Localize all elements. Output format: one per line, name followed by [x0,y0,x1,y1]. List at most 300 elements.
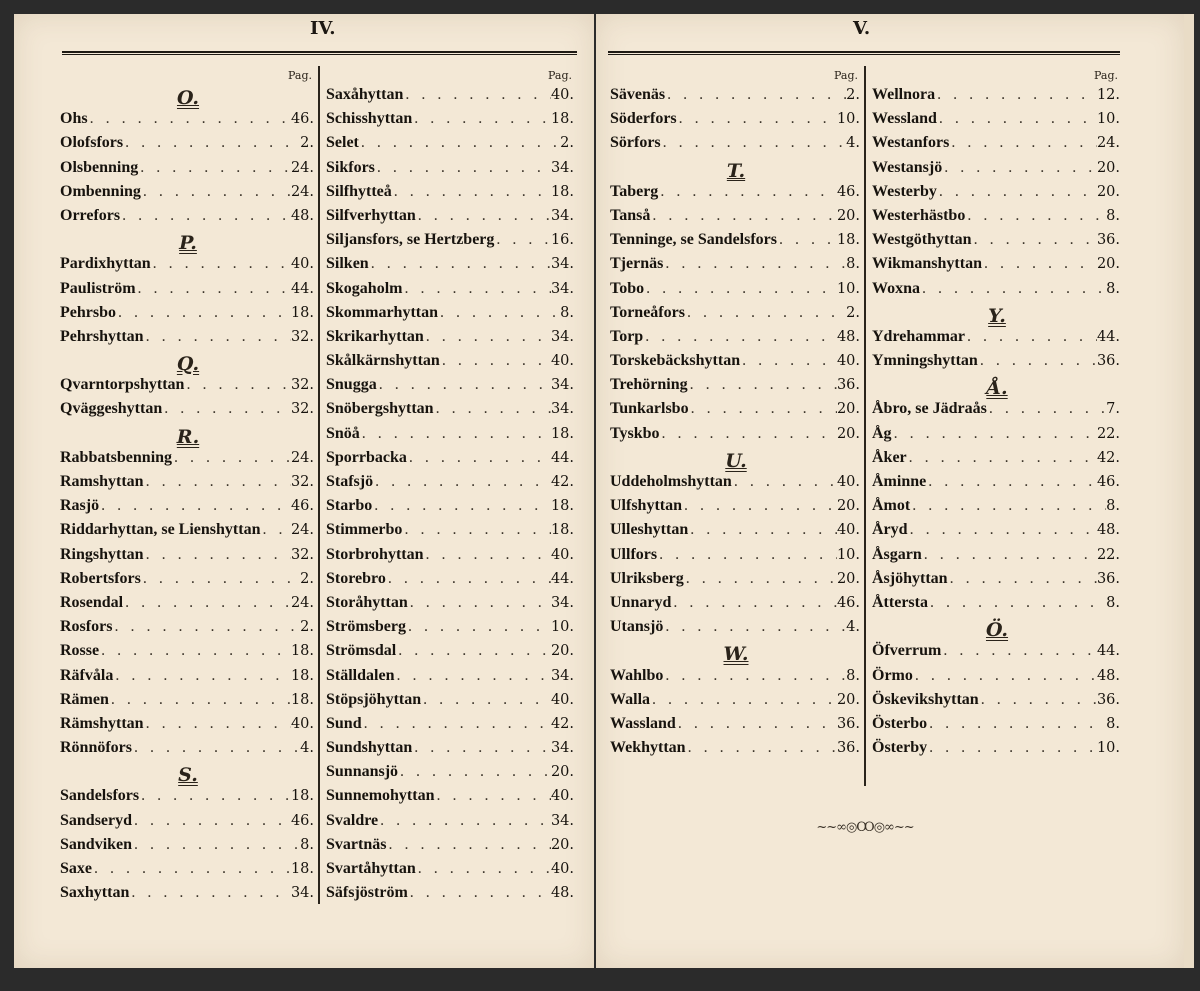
leader-dots [129,884,291,902]
leader-dots [663,618,846,636]
entry-name: Sunnansjö [326,763,399,781]
index-entry [326,594,576,618]
index-entry [60,570,316,594]
entry-page: 36. [1096,570,1120,587]
entry-page: 2. [560,135,574,152]
entry-page: 20. [836,570,860,587]
index-entry [60,642,316,666]
leader-dots [172,449,291,467]
entry-page: 2. [300,619,314,636]
entry-name: Wellnora [872,86,936,103]
entry-page: 24. [290,183,314,200]
entry-page: 32. [290,328,314,345]
index-column-1 [60,66,316,908]
index-entry [872,183,1122,207]
entry-page: 44. [550,570,574,587]
index-entry [326,618,576,642]
leader-dots [360,425,551,443]
entry-page: 40. [550,788,574,805]
leader-dots [643,328,837,346]
index-entry [872,207,1122,231]
entry-page: 24. [290,449,314,466]
leader-dots [424,546,551,564]
entry-page: 8. [1106,498,1120,515]
entry-name: Stöpsjöhyttan [326,690,422,708]
section-letter: U. [725,449,747,472]
index-entry [60,473,316,497]
entry-name: Siljansfors, se Hertzberg [326,231,495,249]
page-number-left: IV. [310,18,336,39]
entry-page: 22. [1096,546,1120,563]
leader-dots [132,739,300,757]
entry-page: 2. [300,570,314,587]
leader-dots [406,618,551,636]
entry-page: 8. [846,256,860,273]
entry-page: 44. [1096,328,1120,345]
leader-dots [732,473,837,491]
entry-page: 20. [836,401,860,418]
pag-label: Pag. [547,69,572,82]
entry-page: 34. [550,740,574,757]
entry-name: Åsjöhyttan [872,569,948,587]
leader-dots [935,86,1097,104]
entry-page: 34. [550,594,574,611]
header-rule-right [608,51,1120,55]
leader-dots [123,134,300,152]
entry-name: Woxna [872,279,921,297]
entry-page: 18. [550,425,574,442]
entry-page: 44. [1096,643,1120,660]
leader-dots [132,836,300,854]
entry-name: Rabbatsbenning [60,448,173,466]
entry-name: Trehörning [610,376,688,394]
entry-page: 46. [1096,474,1120,490]
entry-name: Rosfors [60,618,113,636]
index-entry [872,110,1122,134]
leader-dots [913,667,1097,685]
entry-name: Rönnöfors [60,739,133,757]
entry-name: Walla [610,690,651,708]
index-entry [326,860,576,884]
leader-dots [740,352,837,370]
leader-dots [965,207,1106,225]
leader-dots [402,521,551,539]
entry-name: Sporrbacka [326,448,407,466]
entry-page: 46. [836,594,860,611]
index-entry [326,521,576,545]
entry-name: Åryd [872,521,908,539]
index-entry [60,280,316,304]
entry-name: Wessland [872,110,937,128]
index-entry [872,425,1122,449]
index-entry [60,594,316,618]
index-entry [610,570,862,594]
index-entry [610,280,862,304]
entry-page: 40. [836,522,860,539]
index-entry [610,110,862,134]
leader-dots [113,667,291,685]
entry-page: 18. [550,183,574,200]
entry-page: 40. [836,474,860,490]
leader-dots [965,328,1097,346]
index-entry [872,739,1122,763]
leader-dots [412,739,551,757]
entry-name: Tobo [610,279,645,297]
entry-name: Robertsfors [60,569,141,587]
entry-name: Sandelsfors [60,787,140,805]
entry-name: Pauliström [60,279,136,297]
leader-dots [162,400,291,418]
index-entry [610,86,862,110]
entry-page: 34. [290,885,314,902]
index-entry [326,352,576,376]
entry-page: 10. [836,280,860,297]
leader-dots [682,497,837,515]
index-entry [60,183,316,207]
index-entry [326,812,576,836]
leader-dots [927,739,1097,757]
index-entry [326,739,576,763]
leader-dots [260,521,290,539]
index-entry [326,159,576,183]
entry-name: Saxåhyttan [326,86,404,103]
leader-dots [88,110,291,128]
leader-dots [99,642,291,660]
index-entry [610,255,862,279]
entry-page: 48. [290,207,314,224]
entry-name: Olofsfors [60,134,124,152]
index-entry [872,159,1122,183]
entry-name: Silfhytteå [326,182,392,200]
entry-name: Stimmerbo [326,521,403,539]
index-entry [610,667,862,691]
entry-name: Pardixhyttan [60,255,151,273]
entry-name: Wekhyttan [610,739,686,757]
entry-page: 32. [290,546,314,563]
entry-name: Snugga [326,376,377,394]
leader-dots [928,594,1106,612]
index-entry [326,570,576,594]
leader-dots [941,642,1097,660]
entry-name: Ohs [60,110,88,128]
entry-page: 10. [836,546,860,563]
entry-page: 40. [290,715,314,732]
entry-name: Sandviken [60,835,133,853]
leader-dots [982,255,1097,273]
index-entry [326,207,576,231]
index-entry [326,231,576,255]
index-entry [872,255,1122,279]
index-entry [872,715,1122,739]
leader-dots [144,473,291,491]
entry-name: Skommarhyttan [326,303,439,321]
entry-page: 34. [550,812,574,829]
entry-name: Utansjö [610,618,664,636]
leader-dots [416,860,551,878]
leader-dots [937,110,1097,128]
entry-name: Tyskbo [610,424,660,442]
leader-dots [937,183,1097,201]
leader-dots [141,183,291,201]
index-entry [60,497,316,521]
entry-page: 24. [290,522,314,539]
entry-name: Qvarntorpshyttan [60,376,185,394]
leader-dots [658,183,837,201]
entry-page: 8. [1106,594,1120,611]
entry-page: 40. [290,256,314,273]
ornament-flourish: ~~∞◎Ꝏ◎∞~~ [816,820,914,835]
index-entry [60,546,316,570]
entry-page: 10. [1096,111,1120,128]
index-entry [610,376,862,400]
index-entry [872,691,1122,715]
entry-page: 12. [1096,87,1120,103]
entry-name: Wassland [610,714,676,732]
entry-page: 10. [550,619,574,636]
entry-name: Unnaryd [610,593,672,611]
leader-dots [987,400,1106,418]
entry-page: 48. [1096,522,1120,539]
section-letter: Y. [988,304,1006,327]
leader-dots [144,546,291,564]
leader-dots [141,570,300,588]
index-entry [326,763,576,787]
entry-name: Snöbergshyttan [326,400,434,418]
leader-dots [378,812,551,830]
pag-label: Pag. [287,69,312,82]
entry-page: 10. [836,111,860,128]
leader-dots [927,715,1106,733]
leader-dots [139,787,291,805]
leader-dots [421,691,551,709]
entry-name: Tjernäs [610,255,664,273]
index-entry [610,497,862,521]
entry-name: Åker [872,448,907,466]
leader-dots [375,159,551,177]
entry-name: Ymningshyttan [872,352,978,370]
index-entry [60,207,316,231]
entry-page: 10. [1096,740,1120,757]
index-entry [610,400,862,424]
leader-dots [663,667,846,685]
index-entry [610,473,862,497]
entry-name: Pehrsbo [60,303,116,321]
section-letter: Q. [176,353,200,376]
entry-page: 2. [846,304,860,321]
index-entry [872,352,1122,376]
entry-page: 24. [290,594,314,611]
leader-dots [677,110,837,128]
entry-name: Storåhyttan [326,593,408,611]
entry-page: 20. [1096,256,1120,273]
entry-name: Svaldre [326,811,379,829]
entry-name: Torneåfors [610,303,685,321]
section-letter: Å. [986,377,1008,400]
entry-page: 48. [836,328,860,345]
index-entry [872,134,1122,158]
entry-name: Sörfors [610,134,661,152]
entry-name: Öskevikshyttan [872,690,979,708]
entry-page: 24. [1096,135,1120,152]
index-entry [326,328,576,352]
header-rule-left [62,51,577,55]
entry-name: Åbro, se Jädraås [872,400,987,418]
entry-name: Wahlbo [610,666,664,684]
entry-name: Öfverrum [872,642,942,660]
index-entry [872,570,1122,594]
index-entry [326,86,576,110]
leader-dots [910,497,1106,515]
index-entry [60,134,316,158]
leader-dots [949,134,1097,152]
index-entry [326,497,576,521]
entry-name: Skogaholm [326,279,403,297]
leader-dots [650,691,837,709]
entry-name: Åg [872,424,892,442]
index-column-4 [872,66,1122,763]
leader-dots [438,304,560,322]
entry-name: Sikfors [326,158,375,176]
entry-page: 20. [550,643,574,660]
entry-page: 2. [300,135,314,152]
index-entry [610,352,862,376]
entry-name: Ulriksberg [610,569,684,587]
index-entry [60,715,316,739]
pag-label: Pag. [833,69,858,82]
index-entry [326,715,576,739]
entry-name: Svartåhyttan [326,860,416,877]
entry-page: 40. [550,87,574,103]
leader-dots [660,425,837,443]
entry-name: Storbrohyttan [326,545,424,563]
leader-dots [416,207,551,225]
leader-dots [434,400,551,418]
entry-name: Säfsjöström [326,884,408,902]
leader-dots [663,255,846,273]
entry-page: 4. [846,619,860,636]
leader-dots [440,352,551,370]
entry-page: 36. [1096,691,1120,708]
index-entry [872,400,1122,424]
entry-page: 7. [1106,401,1120,418]
entry-name: Qväggeshyttan [60,400,163,418]
index-entry [326,667,576,691]
index-entry [326,642,576,666]
index-entry [326,255,576,279]
index-entry [326,110,576,134]
index-entry [326,400,576,424]
index-entry [872,449,1122,473]
index-entry [60,328,316,352]
entry-name: Wikmanshyttan [872,255,982,273]
entry-page: 18. [290,788,314,805]
index-entry [326,546,576,570]
leader-dots [112,618,300,636]
index-entry [60,304,316,328]
leader-dots [373,473,551,491]
index-column-3 [610,66,862,763]
leader-dots [394,667,550,685]
pag-label: Pag. [1093,69,1118,82]
entry-page: 20. [836,691,860,708]
entry-name: Örmo [872,666,913,684]
column-divider-left [318,66,320,904]
entry-page: 46. [290,111,314,128]
index-entry [872,280,1122,304]
index-entry [610,594,862,618]
entry-name: Rämen [60,690,109,708]
index-entry [610,304,862,328]
entry-page: 18. [550,498,574,515]
index-entry [610,521,862,545]
entry-page: 40. [836,353,860,370]
entry-page: 20. [836,425,860,442]
leader-dots [979,691,1097,709]
entry-page: 34. [550,667,574,684]
section-letter: P. [179,232,197,255]
entry-page: 20. [1096,159,1120,176]
index-entry [872,231,1122,255]
leader-dots [665,86,846,104]
entry-page: 8. [560,304,574,321]
index-entry [610,715,862,739]
leader-dots [372,497,551,515]
entry-name: Westerby [872,182,937,200]
index-entry [610,618,862,642]
entry-name: Skålkärnshyttan [326,352,440,370]
entry-name: Åmot [872,497,911,515]
entry-page: 18. [290,643,314,660]
entry-name: Sund [326,714,362,732]
entry-page: 36. [836,740,860,757]
entry-page: 4. [300,740,314,757]
entry-page: 36. [836,715,860,732]
entry-name: Strömsberg [326,618,406,636]
index-entry [872,497,1122,521]
leader-dots [494,231,551,249]
entry-page: 18. [836,232,860,249]
leader-dots [686,739,837,757]
index-entry [610,183,862,207]
entry-name: Räfvåla [60,666,114,684]
index-entry [872,328,1122,352]
entry-page: 34. [550,328,574,345]
entry-page: 48. [550,885,574,902]
entry-page: 32. [290,474,314,490]
index-entry [326,376,576,400]
leader-dots [369,255,551,273]
entry-page: 40. [550,546,574,563]
leader-dots [359,134,560,152]
leader-dots [657,546,837,564]
entry-name: Ulleshyttan [610,521,689,539]
index-entry [326,449,576,473]
leader-dots [926,473,1097,491]
entry-page: 8. [1106,207,1120,224]
index-entry [610,231,862,255]
entry-name: Saxhyttan [60,884,130,902]
leader-dots [402,280,550,298]
entry-page: 36. [836,377,860,394]
entry-page: 8. [1106,715,1120,732]
index-entry [326,280,576,304]
index-entry [872,86,1122,110]
entry-page: 18. [290,667,314,684]
entry-page: 34. [550,377,574,394]
entry-page: 8. [1106,280,1120,297]
leader-dots [920,280,1106,298]
entry-name: Schisshyttan [326,110,413,128]
